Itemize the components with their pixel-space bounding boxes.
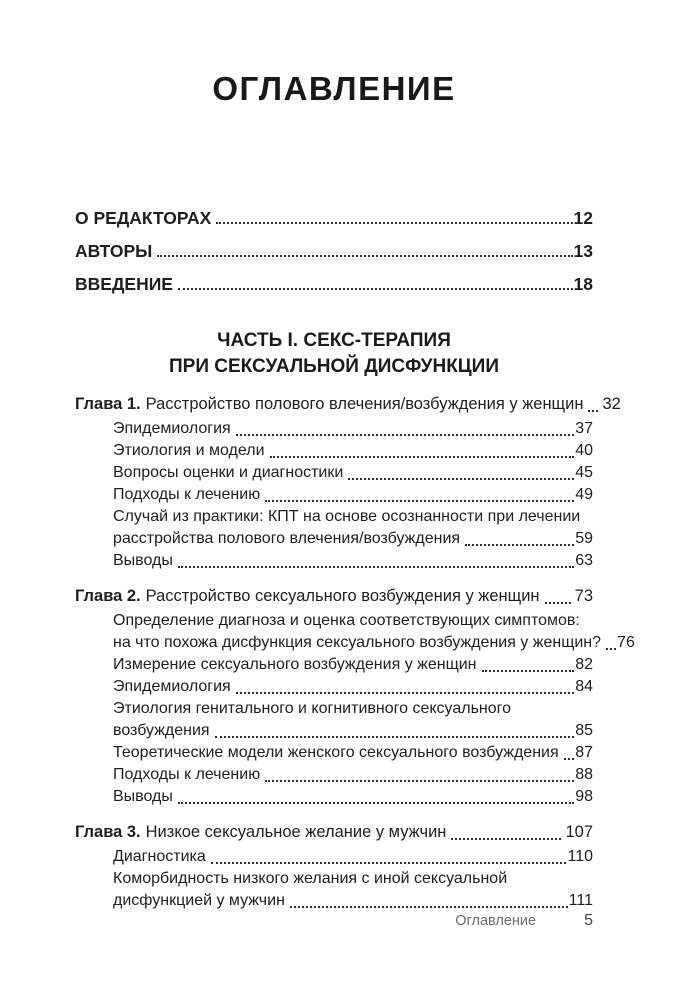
dot-leader	[348, 478, 574, 480]
toc-entry	[75, 208, 593, 228]
dot-leader	[215, 736, 575, 738]
toc-entry	[113, 654, 593, 676]
front-matter-section	[75, 208, 593, 294]
toc-entry	[113, 786, 593, 808]
toc-entry	[113, 550, 593, 572]
chapter-title: Низкое сексуальное желание у мужчин	[145, 823, 447, 841]
toc-entry	[113, 764, 593, 786]
page-number: 110	[567, 848, 593, 865]
page-number: 82	[575, 656, 593, 673]
dot-leader	[545, 602, 571, 604]
dot-leader	[290, 906, 568, 908]
page-number: 88	[575, 766, 593, 783]
chapter-heading	[75, 392, 621, 416]
toc-entry	[113, 462, 593, 484]
toc-entry-label: О РЕДАКТОРАХ	[75, 208, 212, 228]
page-number: 84	[575, 678, 593, 695]
toc-entry	[113, 528, 593, 550]
page-number: 73	[574, 587, 593, 605]
dot-leader	[265, 780, 574, 782]
page-number: 40	[575, 442, 593, 459]
page-title: ОГЛАВЛЕНИЕ	[212, 70, 456, 107]
dot-leader	[178, 802, 574, 804]
dot-leader	[236, 692, 575, 694]
toc-entry	[113, 720, 593, 742]
toc-entry-label: Эпидемиология	[113, 420, 231, 437]
dot-leader	[270, 456, 575, 458]
toc-entry-label: ВВЕДЕНИЕ	[75, 274, 173, 294]
page-number: 111	[568, 892, 593, 909]
part-header-line1: ЧАСТЬ I. СЕКС-ТЕРАПИЯ	[217, 330, 451, 351]
toc-entry-label: Подходы к лечению	[113, 486, 261, 503]
toc-entry-label: Вопросы оценки и диагностики	[113, 464, 344, 481]
dot-leader	[606, 648, 616, 650]
chapter-entries	[113, 846, 593, 912]
chapter-block	[75, 584, 635, 808]
page-number: 49	[575, 486, 593, 503]
toc-entry	[113, 846, 593, 868]
dot-leader	[211, 862, 567, 864]
chapter-entries	[113, 418, 593, 572]
dot-leader	[157, 255, 572, 257]
page-number: 13	[573, 241, 593, 261]
toc-entry-label: Выводы	[113, 552, 173, 569]
page-footer	[455, 912, 593, 930]
toc-entry-label: Подходы к лечению	[113, 766, 261, 783]
footer-section-label: Оглавление	[455, 913, 537, 929]
toc-entry	[75, 274, 593, 294]
page-number: 37	[575, 420, 593, 437]
toc-entry	[113, 742, 593, 764]
page-number: 32	[602, 395, 621, 413]
toc-entry-label: возбуждения	[113, 722, 210, 739]
dot-leader	[265, 500, 574, 502]
toc-entry-label: Измерение сексуального возбуждения у женщин	[113, 656, 477, 673]
chapter-title: Расстройство полового влечения/возбуждения у женщин	[145, 395, 584, 413]
chapter-heading	[75, 820, 593, 844]
page-number: 63	[575, 552, 593, 569]
page-number: 85	[575, 722, 593, 739]
dot-leader	[236, 434, 575, 436]
chapter-block	[75, 820, 593, 912]
page-number: 87	[575, 744, 593, 761]
toc-entry-label: дисфункцией у мужчин	[113, 892, 285, 909]
toc-entry-label: Выводы	[113, 788, 173, 805]
chapter-label: Глава 3.	[75, 823, 141, 841]
chapter-heading	[75, 584, 593, 608]
toc-entry-line1: Определение диагноза и оценка соответствующих симптомов:	[113, 612, 580, 629]
page-number: 98	[575, 788, 593, 805]
page-number: 18	[573, 274, 593, 294]
dot-leader	[482, 670, 575, 672]
dot-leader	[216, 222, 572, 224]
chapter-entries	[113, 610, 635, 808]
chapter-label: Глава 1.	[75, 395, 141, 413]
page-number: 107	[565, 823, 593, 841]
toc-entry-line1: Случай из практики: КПТ на основе осознанности при лечении	[113, 508, 581, 525]
toc-entry-label: Эпидемиология	[113, 678, 231, 695]
page-number: 45	[575, 464, 593, 481]
dot-leader	[588, 410, 598, 412]
toc-entry	[113, 440, 593, 462]
toc-entry-label: АВТОРЫ	[75, 241, 153, 261]
toc-entry-label: Диагностика	[113, 848, 206, 865]
toc-entry	[113, 484, 593, 506]
part-header	[75, 328, 593, 380]
toc-entry	[113, 418, 593, 440]
page-number: 59	[575, 530, 593, 547]
toc-entry-line1: Этиология генитального и когнитивного сексуального	[113, 700, 512, 717]
part-header-line2: ПРИ СЕКСУАЛЬНОЙ ДИСФУНКЦИИ	[169, 356, 499, 377]
toc-entry-label: расстройства полового влечения/возбуждения	[113, 530, 461, 547]
footer-page-number: 5	[584, 912, 593, 929]
page-number: 76	[617, 634, 635, 651]
toc-entry	[75, 241, 593, 261]
toc-entry-label: на что похожа дисфункция сексуального возбуждения у женщин?	[113, 634, 602, 651]
dot-leader	[178, 566, 574, 568]
toc-entry	[113, 676, 593, 698]
chapter-label: Глава 2.	[75, 587, 141, 605]
chapter-title: Расстройство сексуального возбуждения у женщин	[145, 587, 540, 605]
toc-entry	[113, 632, 635, 654]
dot-leader	[564, 758, 575, 760]
dot-leader	[451, 838, 561, 840]
dot-leader	[178, 288, 573, 290]
toc-entry-label: Теоретические модели женского сексуального возбуждения	[113, 744, 559, 761]
page-number: 12	[573, 208, 593, 228]
toc-entry-line1: Коморбидность низкого желания с иной сексуальной	[113, 870, 508, 887]
toc-entry-label: Этиология и модели	[113, 442, 265, 459]
dot-leader	[465, 544, 574, 546]
toc-entry	[113, 890, 593, 912]
chapter-block	[75, 392, 621, 572]
